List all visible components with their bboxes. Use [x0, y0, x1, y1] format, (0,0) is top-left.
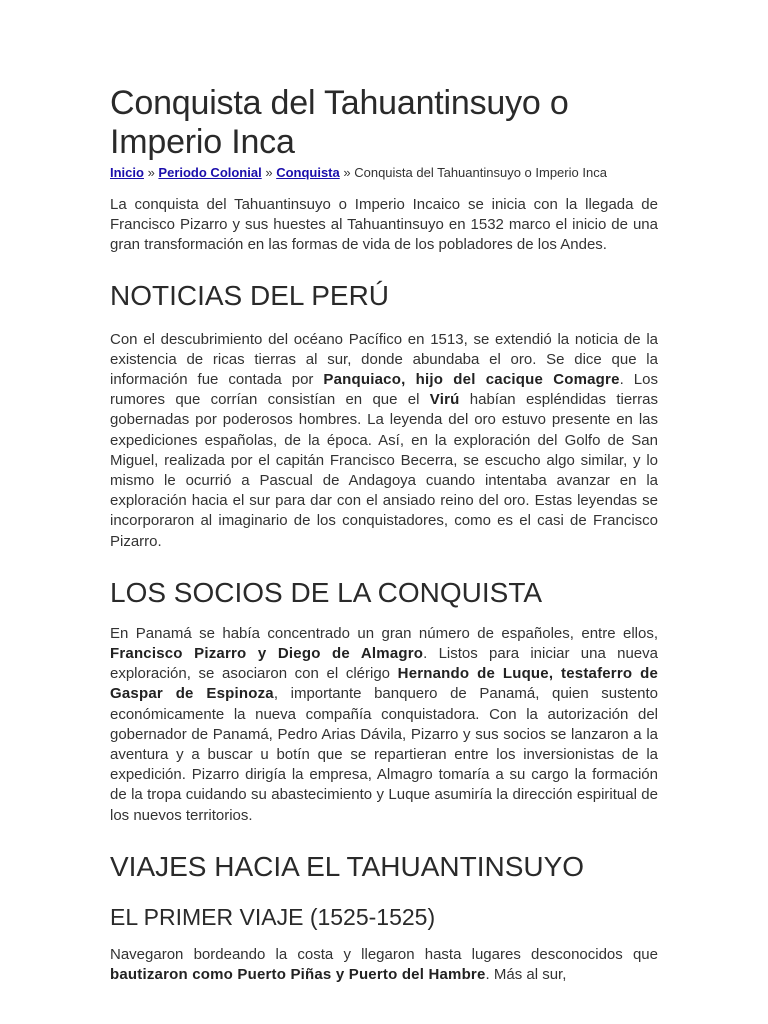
text-run: habían espléndidas tierras gobernadas por poderosos hombres. La leyenda del oro estuvo presente en las expediciones españolas, de la época. Así, en la exploración del Golfo de San Miguel, realizada por el capitán Francisco Becerra, se escucho algo similar, y lo mismo le ocurrió a Pascual de Andagoya cuando intentaba avanzar en la exploración hacia el sur para dar con el ansiado reino del oro. Estas leyendas se incorporaron al imaginario de los conquistadores, como es el casi de Francisco Pizarro. [110, 391, 658, 550]
text-run: . Los rumores que corrían consistían en que el [110, 371, 658, 409]
socios-paragraph [110, 624, 658, 826]
breadcrumb [110, 164, 658, 182]
text-run: Con el descubrimiento del océano Pacífico en 1513, se extendió la noticia de la existencia de ricas tierras al sur, donde abundaba el oro. Se dice que la información fue contada por [110, 330, 658, 389]
noticias-paragraph [110, 330, 658, 552]
text-run: . Listos para iniciar una nueva exploración, se asociaron con el clérigo [110, 645, 658, 683]
bold-text: Francisco Pizarro y Diego de Almagro [110, 645, 424, 663]
bold-text: Panquiaco, hijo del cacique Comagre [323, 371, 620, 389]
breadcrumb-link-periodo-colonial[interactable]: Periodo Colonial [158, 165, 262, 180]
breadcrumb-separator: » [265, 165, 277, 180]
breadcrumb-separator: » [343, 165, 355, 180]
page-title: Conquista del Tahuantinsuyo o Imperio Inca [110, 84, 569, 161]
text-run: En Panamá se había concentrado un gran número de españoles, entre ellos, [110, 624, 658, 642]
primer-viaje-paragraph [110, 945, 658, 985]
section-heading-viajes: VIAJES HACIA EL TAHUANTINSUYO [110, 850, 585, 882]
breadcrumb-separator: » [147, 165, 159, 180]
breadcrumb-current: Conquista del Tahuantinsuyo o Imperio Inca [354, 165, 607, 180]
section-heading-noticias: NOTICIAS DEL PERÚ [110, 279, 390, 311]
text-run: , importante banquero de Panamá, quien sustento económicamente la nueva compañía conquistadora. Con la autorización del gobernador de Panamá, Pedro Arias Dávila, Pizarro y sus socios se lanzaron a la aventura y a buscar u botín que se repartieran entre los inversionistas de la expedición. Pizarro dirigía la empresa, Almagro tomaría a su cargo la formación de la tropa cuidando su abastecimiento y Luque asumiría la dirección espiritual de los nuevos territorios. [110, 685, 658, 824]
breadcrumb-link-conquista[interactable]: Conquista [276, 165, 340, 180]
breadcrumb-link-inicio[interactable]: Inicio [110, 165, 144, 180]
bold-text: bautizaron como Puerto Piñas y Puerto del Hambre [110, 966, 486, 984]
subsection-heading-primer-viaje: EL PRIMER VIAJE (1525-1525) [110, 903, 436, 930]
bold-text: Hernando de Luque, testaferro de Gaspar de Espinoza [110, 665, 658, 703]
bold-text: Virú [429, 391, 460, 409]
text-run: . Más al sur, [485, 966, 567, 984]
intro-paragraph: La conquista del Tahuantinsuyo o Imperio Incaico se inicia con la llegada de Francisco Pizarro y sus huestes al Tahuantinsuyo en 1532 marco el inicio de una gran transformación en las formas de vida de los pobladores de los Andes. [110, 196, 658, 254]
section-heading-socios: LOS SOCIOS DE LA CONQUISTA [110, 576, 543, 608]
text-run: Navegaron bordeando la costa y llegaron hasta lugares desconocidos que [110, 945, 658, 963]
